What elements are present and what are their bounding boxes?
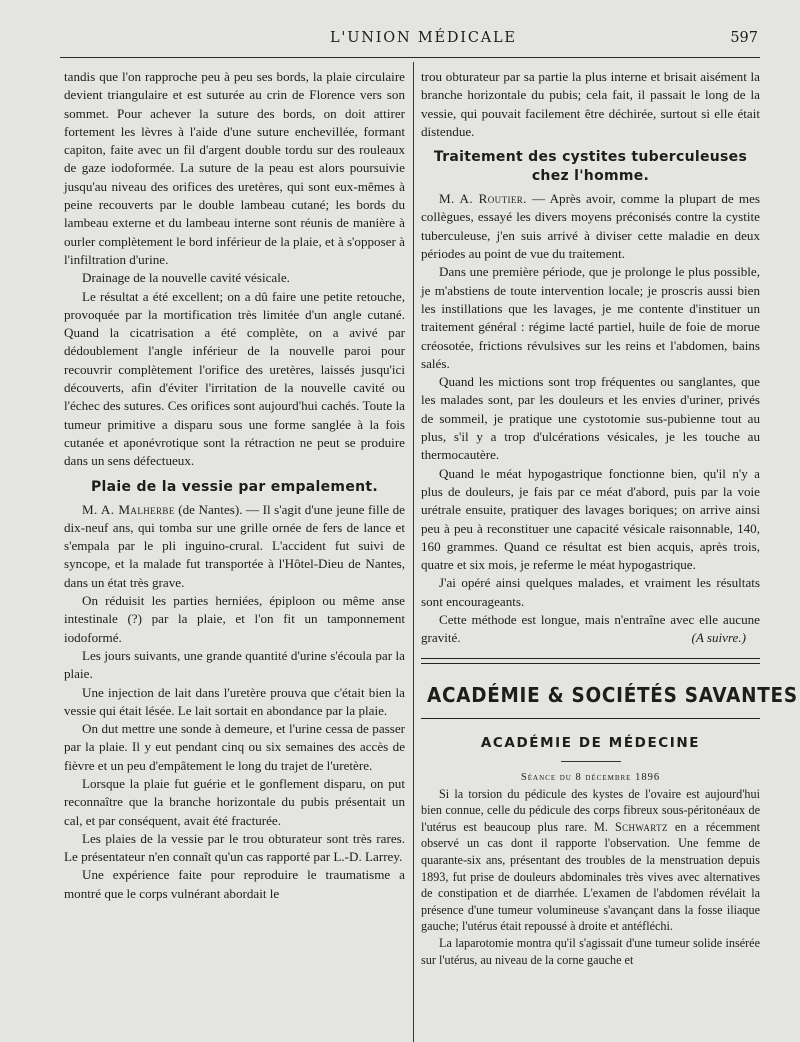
paragraph: tandis que l'on rapproche peu à peu ses bords, la plaie circulaire devient triangulaire et est suturée au crin de Florence vers son sommet. Pour achever la suture des bords, on doit attirer fortement les lèvres à l'aide d'une suture enchevillée, formant capiton, faite avec un fil d'argent double tordu sur des rouleaux de gaze iodoformée. La suture de la peau est alors poursuivie jusqu'au niveau des orifices des uretères, qui sont eux-mêmes à peine recouverts par le double lambeau cutané; les bords du lambeau externe et du lambeau interne sont réunis de manière à ourler complètement le bord inférieur de la plaie, et à s'opposer à l'infiltration d'urine.: [64, 69, 405, 267]
article-heading: Traitement des cystites tuberculeuses chez l'homme.: [433, 149, 748, 185]
paragraph: Dans une première période, que je prolonge le plus possible, je m'abstiens de toute intervention locale; je proscris aussi bien les instillations que les lavages, je me contente d'instituer un traitement général : régime lacté partiel, huile de foie de morue créosotée, frictions révulsives sur les reins et l'abdomen, bains salés.: [421, 264, 760, 371]
author-name: M. A. Routier.: [439, 191, 527, 207]
paragraph-text: (de Nantes). — Il s'agit d'une jeune fille de dix-neuf ans, qui tomba sur une grille ornée de fers de lance et s'empala par le pli inguino-crural. L'accident fut suivi de syncope, et la malade fut transportée à l'Hôtel-Dieu de Nantes, dans un état très grave.: [64, 501, 405, 590]
journal-title: L'UNION MÉDICALE: [330, 30, 517, 46]
paragraph: trou obturateur par sa partie la plus interne et brisait aisément la branche horizontale du pubis; cela fait, il passait le long de la vessie, qui pouvait facilement être déchirée, surtout si elle était distendue.: [421, 69, 760, 139]
paragraph: Lorsque la plaie fut guérie et le gonflement disparu, on put reconnaître que la branche horizontale du pubis présentait un cal, et par conséquent, avait été fracturée.: [64, 775, 405, 828]
paragraph: [421, 190, 760, 263]
paragraph: On réduisit les parties herniées, épiploon ou même anse intestinale (?) par la plaie, et l'on fit un tamponnement iodoformé.: [64, 593, 405, 645]
to-be-continued: (A suivre.): [691, 630, 746, 646]
paragraph-text: Si la torsion du pédicule des kystes de l'ovaire est aujourd'hui bien connue, celle du pédicule des corps fibreux sous-péritonéaux de l'utérus est beaucoup plus rare. M.: [421, 786, 760, 834]
academy-rule: [561, 761, 621, 762]
author-name: M. A. Malherbe: [82, 501, 175, 517]
right-column: [421, 68, 798, 968]
paragraph: J'ai opéré ainsi quelques malades, et vraiment les résultats sont encourageants.: [421, 575, 760, 609]
paragraph: Une injection de lait dans l'uretère prouva que c'était bien la vessie qui était lésée. Le lait sortait en abondance par la plaie.: [64, 684, 405, 718]
paragraph: Drainage de la nouvelle cavité vésicale.: [82, 270, 290, 286]
paragraph: Une expérience faite pour reproduire le traumatisme a montré que le corps vulnérant abordait le: [64, 867, 405, 901]
paragraph: Les plaies de la vessie par le trou obturateur sont très rares. Le présentateur n'en connaît qu'un cas rapporté par L.-D. Larrey.: [64, 830, 405, 865]
paragraph: Les jours suivants, une grande quantité d'urine s'écoula par la plaie.: [64, 647, 405, 682]
header-rule: [60, 57, 760, 58]
paragraph-text: Cette méthode est longue, mais n'entraîne avec elle aucune gravité.: [421, 612, 760, 646]
paragraph: Le résultat a été excellent; on a dû faire une petite retouche, provoquée par la mortification très limitée d'un angle cutané. Quand la cicatrisation a été complète, on a avivé par dédoublement l'angle inférieur de la nouvelle paroi pour recouvrir complètement l'orifice des uretères, laissés jusqu'ici découverts, afin d'éviter l'irritation de la nouvelle cavité ou l'échec des sutures. Ces orifices sont aujourd'hui cachés. Toute la tumeur primitive a disparu sous une forme sanglée à la fois cutanée et aponévrotique sont la rétraction ne peut se produire dans un sens défectueux.: [64, 288, 405, 469]
paragraph: [421, 611, 760, 648]
session-date: Séance du 8 décembre 1896: [520, 771, 661, 783]
paragraph: On dut mettre une sonde à demeure, et l'urine cessa de passer par la plaie. Il y eut pendant cinq ou six semaines des accès de fièvre et un peu d'empâtement le long du trajet de l'uretère.: [64, 721, 405, 773]
section-rule: [421, 718, 760, 719]
paragraph: Quand les mictions sont trop fréquentes ou sanglantes, que les malades sont, par les douleurs et les envies d'uriner, privés de sommeil, je pratique une cystotomie sus-pubienne tout au plus, s'il y a trop d'ulcérations vésicales, je les touche au thermocautère.: [421, 374, 760, 463]
paragraph: [64, 501, 405, 592]
author-name: Schwartz: [614, 819, 668, 834]
paragraph-text: en a récemment observé un cas dont il rapporte l'observation. Une femme de quarante-six ans, présentant des troubles de la menstruation depuis 1893, fut prise de douleurs abdominales très vives avec alternatives de constipation et de diarrhée. L'examen de l'abdomen révélait la présence d'une tumeur volumineuse s'avançant dans la fosse iliaque gauche; l'utérus était repoussé à droite et antéfléchi.: [421, 819, 760, 934]
page-number: 597: [730, 30, 758, 46]
section-title: ACADÉMIE & SOCIÉTÉS SAVANTES: [427, 682, 798, 707]
paragraph-text: — Après avoir, comme la plupart de mes collègues, essayé les divers moyens préconisés contre la cystite tuberculeuse, j'en suis arrivé à diviser cette maladie en deux périodes au point de vue du traitement.: [421, 191, 760, 262]
academy-title: ACADÉMIE DE MÉDECINE: [480, 734, 701, 751]
paragraph: [421, 786, 760, 935]
column-divider: [413, 62, 414, 1042]
article-heading: Plaie de la vessie par empalement.: [91, 478, 378, 495]
section-separator: [421, 658, 760, 664]
paragraph: La laparotomie montra qu'il s'agissait d'une tumeur solide insérée sur l'utérus, au niveau de la corne gauche et: [421, 935, 760, 967]
paragraph: Quand le méat hypogastrique fonctionne bien, qu'il n'y a plus de douleurs, je fais par ce méat d'abord, puis par la voie urétrale ensuite, pratiquer des lavages boriques; on arrive ainsi peu à peu à reconstituer une capacité vésicale raisonnable, 140, 160 grammes. Quand ce résultat est bien acquis, après trois, quatre et six mois, je referme le méat hypogastrique.: [421, 465, 760, 573]
left-column: [64, 68, 405, 903]
running-head: [60, 30, 760, 52]
academy-report: [421, 786, 760, 969]
